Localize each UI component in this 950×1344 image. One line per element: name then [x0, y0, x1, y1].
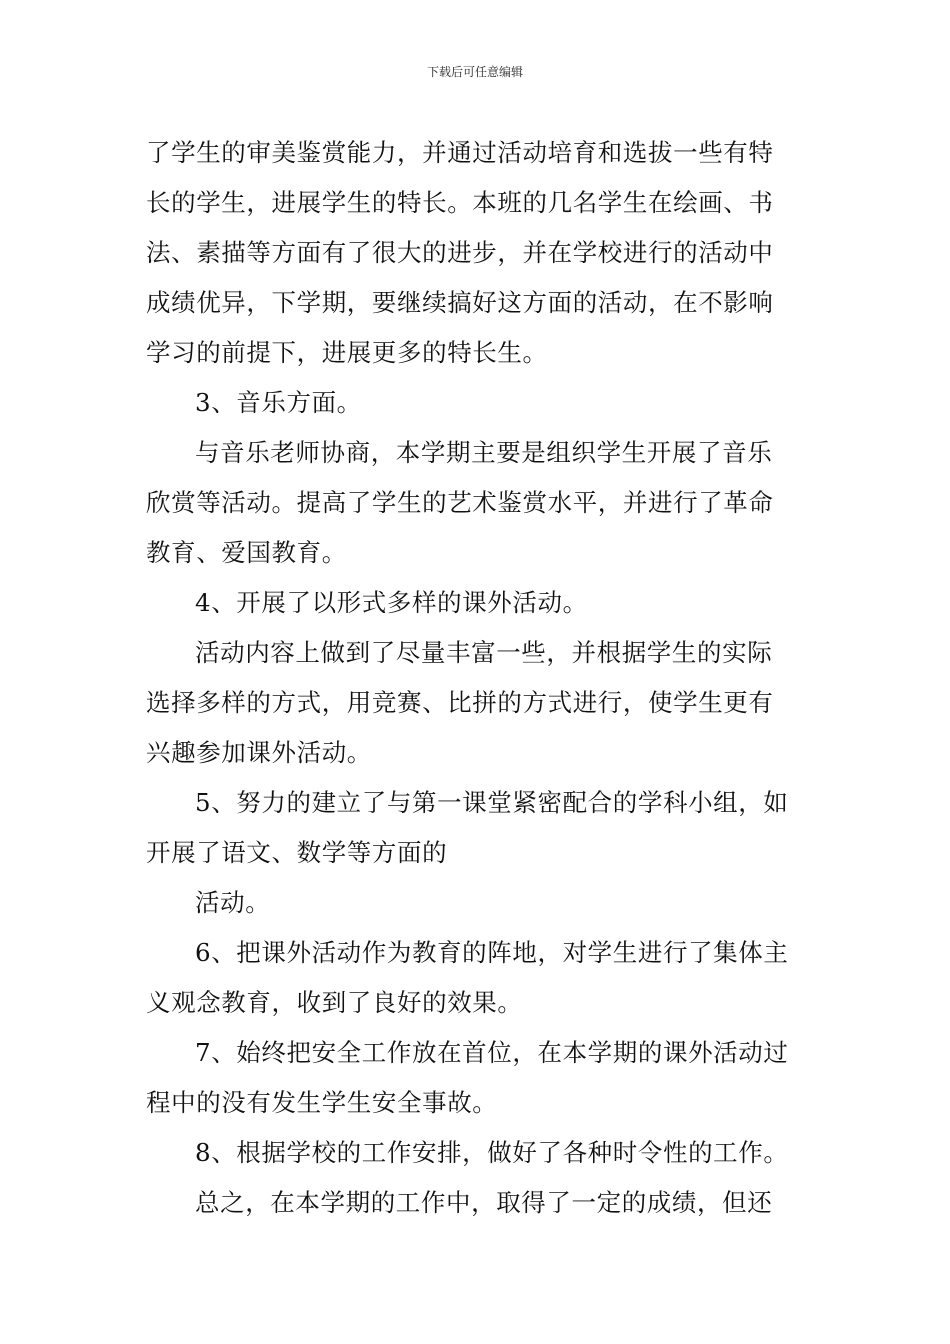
- text-line: 学习的前提下，进展更多的特长生。: [146, 338, 548, 367]
- text-line: 选择多样的方式，用竞赛、比拼的方式进行，使学生更有: [146, 688, 774, 717]
- text-line: 成绩优异，下学期，要继续搞好这方面的活动，在不影响: [146, 288, 774, 317]
- text-line: 7、始终把安全工作放在首位，在本学期的课外活动过: [195, 1038, 789, 1067]
- text-line: 长的学生，进展学生的特长。本班的几名学生在绘画、书: [146, 188, 774, 217]
- text-line: 开展了语文、数学等方面的: [146, 838, 448, 867]
- text-line: 法、素描等方面有了很大的进步，并在学校进行的活动中: [146, 238, 774, 267]
- text-line: 与音乐老师协商，本学期主要是组织学生开展了音乐: [195, 438, 773, 467]
- page-header-note: 下载后可任意编辑: [426, 65, 523, 79]
- text-line: 总之，在本学期的工作中，取得了一定的成绩，但还: [195, 1188, 773, 1217]
- text-line: 5、努力的建立了与第一课堂紧密配合的学科小组，如: [195, 788, 789, 817]
- text-line: 兴趣参加课外活动。: [146, 738, 372, 767]
- text-line: 6、把课外活动作为教育的阵地，对学生进行了集体主: [195, 938, 789, 967]
- text-line: 程中的没有发生学生安全事故。: [146, 1088, 498, 1117]
- text-line: 活动。: [195, 888, 271, 917]
- document-body: [146, 128, 808, 1228]
- text-line: 了学生的审美鉴赏能力，并通过活动培育和选拔一些有特: [146, 138, 774, 167]
- text-line: 教育、爱国教育。: [146, 538, 347, 567]
- text-line: 义观念教育，收到了良好的效果。: [146, 988, 523, 1017]
- text-line: 3、音乐方面。: [195, 388, 362, 417]
- text-line: 欣赏等活动。提高了学生的艺术鉴赏水平，并进行了革命: [146, 488, 774, 517]
- text-line: 8、根据学校的工作安排，做好了各种时令性的工作。: [195, 1138, 789, 1167]
- text-line: 4、开展了以形式多样的课外活动。: [195, 588, 588, 617]
- text-line: 活动内容上做到了尽量丰富一些，并根据学生的实际: [195, 638, 773, 667]
